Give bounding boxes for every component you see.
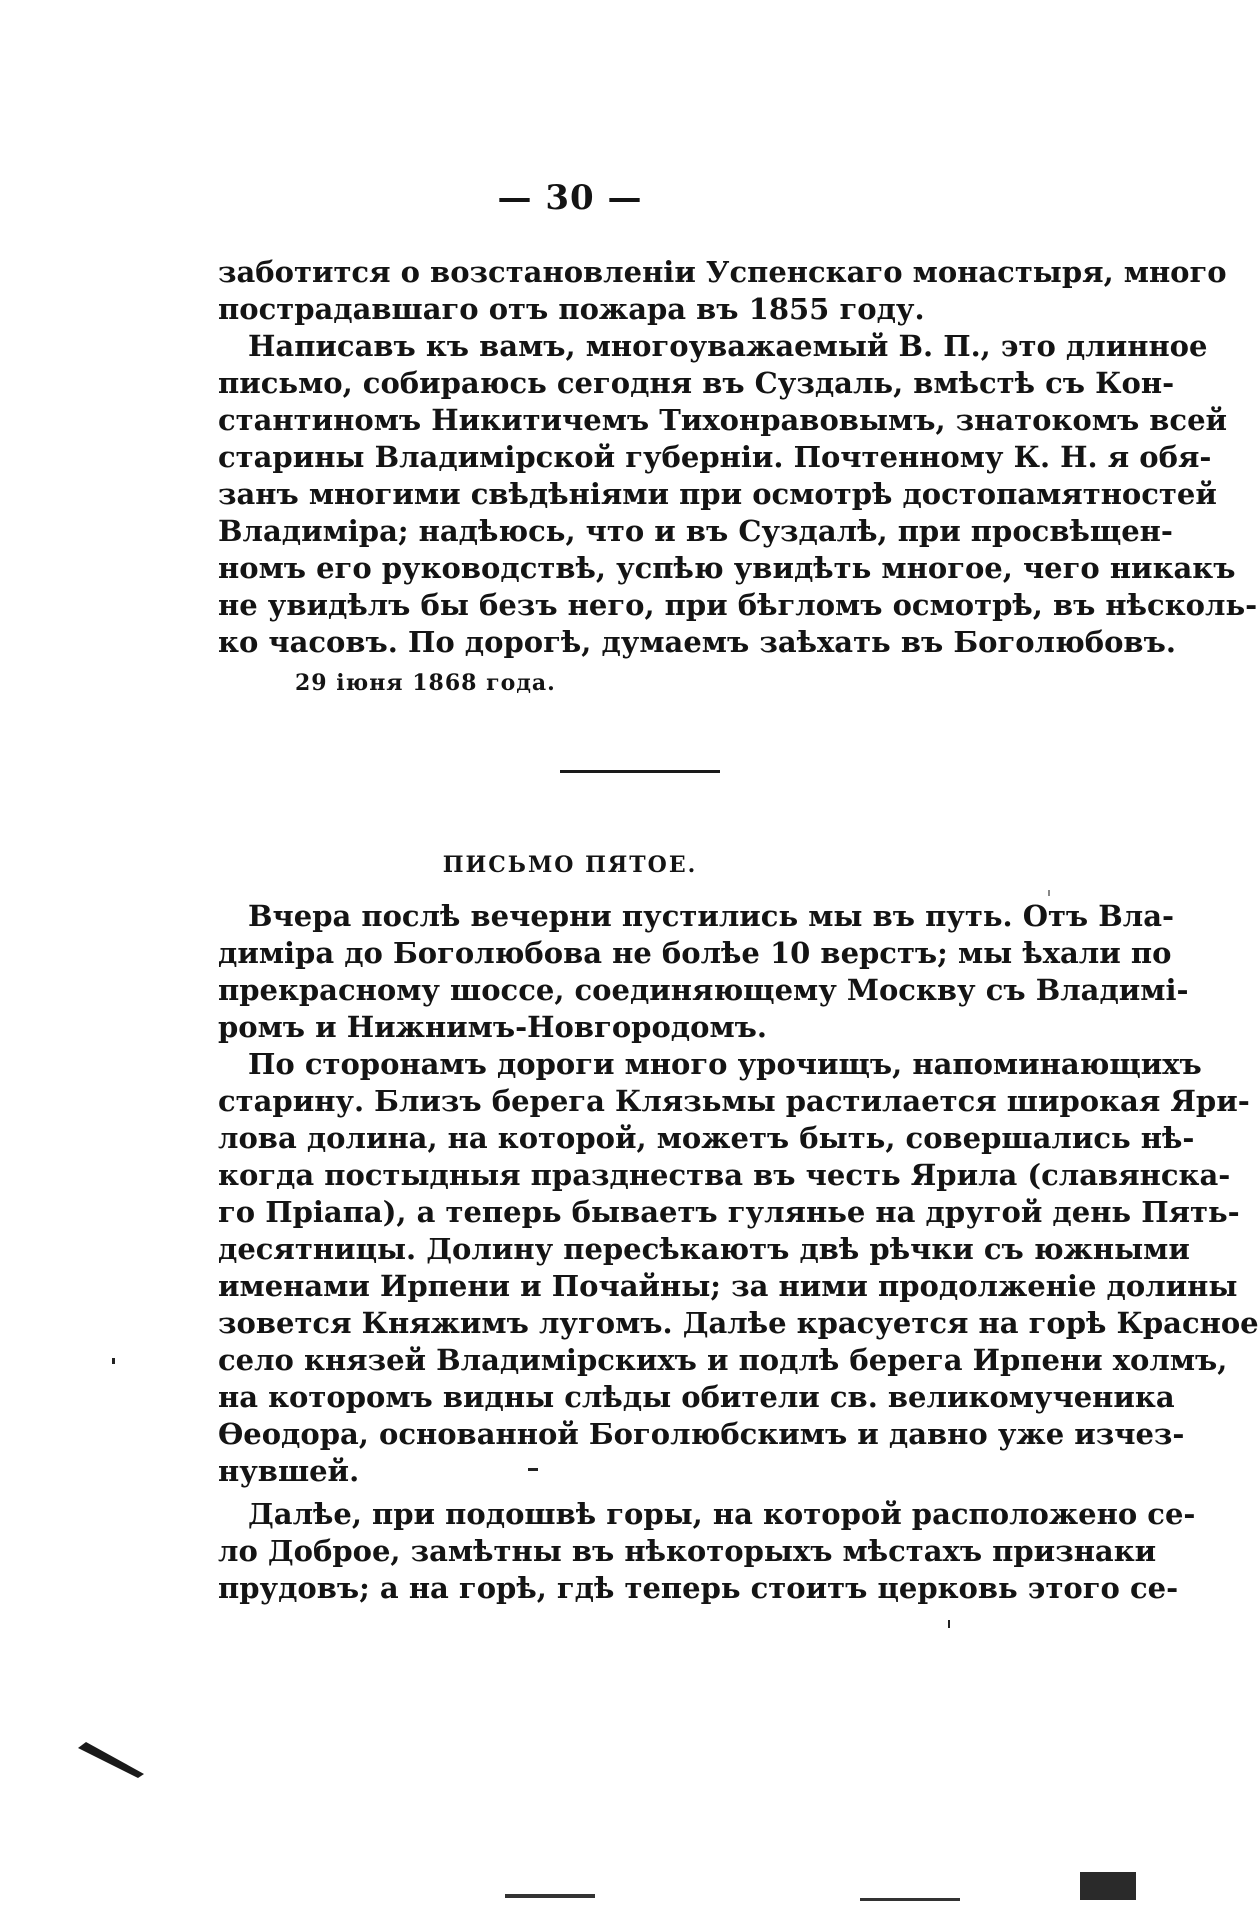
text-line: зовется Княжимъ лугомъ. Далѣе красуется на горѣ Красное [218,1306,1259,1340]
text-line: ло Доброе, замѣтны въ нѣкоторыхъ мѣстахъ признаки [218,1534,1157,1568]
text-line: занъ многими свѣдѣніями при осмотрѣ достопамятностей [218,477,1217,511]
text-line: нувшей. [218,1454,360,1488]
text-line: именами Ирпени и Почайны; за ними продолженіе долины [218,1269,1238,1303]
text-line: десятницы. Долину пересѣкаютъ двѣ рѣчки съ южными [218,1232,1190,1266]
text-line: старину. Близъ берега Клязьмы растилается широкая Яри- [218,1084,1250,1118]
text-line: ко часовъ. По дорогѣ, думаемъ заѣхать въ Боголюбовъ. [218,625,1176,659]
scan-edge-mark [860,1898,960,1901]
scan-edge-mark [505,1894,595,1898]
text-line: старины Владимірской губерніи. Почтенному К. Н. я обя- [218,440,1212,474]
text-line: Написавъ къ вамъ, многоуважаемый В. П., это длинное [248,329,1208,363]
scan-mark-icon [78,1740,148,1780]
text-line: не увидѣлъ бы безъ него, при бѣгломъ осмотрѣ, въ нѣсколь- [218,588,1258,622]
text-line: ромъ и Нижнимъ-Новгородомъ. [218,1010,767,1044]
text-line: номъ его руководствѣ, успѣю увидѣть многое, чего никакъ [218,551,1236,585]
paragraph-dobroe-village [218,1496,1196,1607]
text-line: прудовъ; а на горѣ, гдѣ теперь стоитъ церковь этого се- [218,1571,1179,1605]
text-line: го Пріапа), а теперь бываетъ гулянье на другой день Пять- [218,1195,1240,1229]
text-line: заботится о возстановленіи Успенскаго монастыря, много [218,255,1227,289]
scan-speck-icon [1048,890,1050,896]
text-line: По сторонамъ дороги много урочищъ, напоминающихъ [248,1047,1202,1081]
text-line: пострадавшаго отъ пожара въ 1855 году. [218,292,925,326]
text-line: Вчера послѣ вечерни пустились мы въ путь. Отъ Вла- [248,899,1175,933]
letter-date: 29 іюня 1868 года. [295,670,556,696]
paragraph-continuation [218,254,1227,328]
text-line: Ѳеодора, основанной Боголюбскимъ и давно уже изчез- [218,1417,1185,1451]
text-line: письмо, собираюсь сегодня въ Суздаль, вмѣстѣ съ Кон- [218,366,1175,400]
letter-heading: ПИСЬМО ПЯТОЕ. [442,852,698,878]
text-line: Владиміра; надѣюсь, что и въ Суздалѣ, при просвѣщен- [218,514,1173,548]
text-line: стантиномъ Никитичемъ Тихонравовымъ, знатокомъ всей [218,403,1228,437]
paragraph-road-landmarks [218,1046,1259,1490]
scan-speck-icon [528,1468,538,1471]
paragraph-journey-start [218,898,1189,1046]
text-line: на которомъ видны слѣды обители св. великомученика [218,1380,1175,1414]
paragraph-letter-closing [218,328,1258,661]
scan-speck-icon [112,1358,115,1364]
text-line: когда постыдныя празднества въ честь Ярила (славянска- [218,1158,1231,1192]
text-line: село князей Владимірскихъ и подлѣ берега Ирпени холмъ, [218,1343,1228,1377]
section-divider [560,770,720,773]
scan-speck-icon [948,1620,950,1628]
scan-edge-mark [1080,1872,1136,1900]
text-line: лова долина, на которой, можетъ быть, совершались нѣ- [218,1121,1195,1155]
text-line: диміра до Боголюбова не болѣе 10 верстъ; мы ѣхали по [218,936,1172,970]
page-number: — 30 — [497,178,643,218]
text-line: прекрасному шоссе, соединяющему Москву съ Владимі- [218,973,1189,1007]
text-line: Далѣе, при подошвѣ горы, на которой расположено се- [248,1497,1196,1531]
